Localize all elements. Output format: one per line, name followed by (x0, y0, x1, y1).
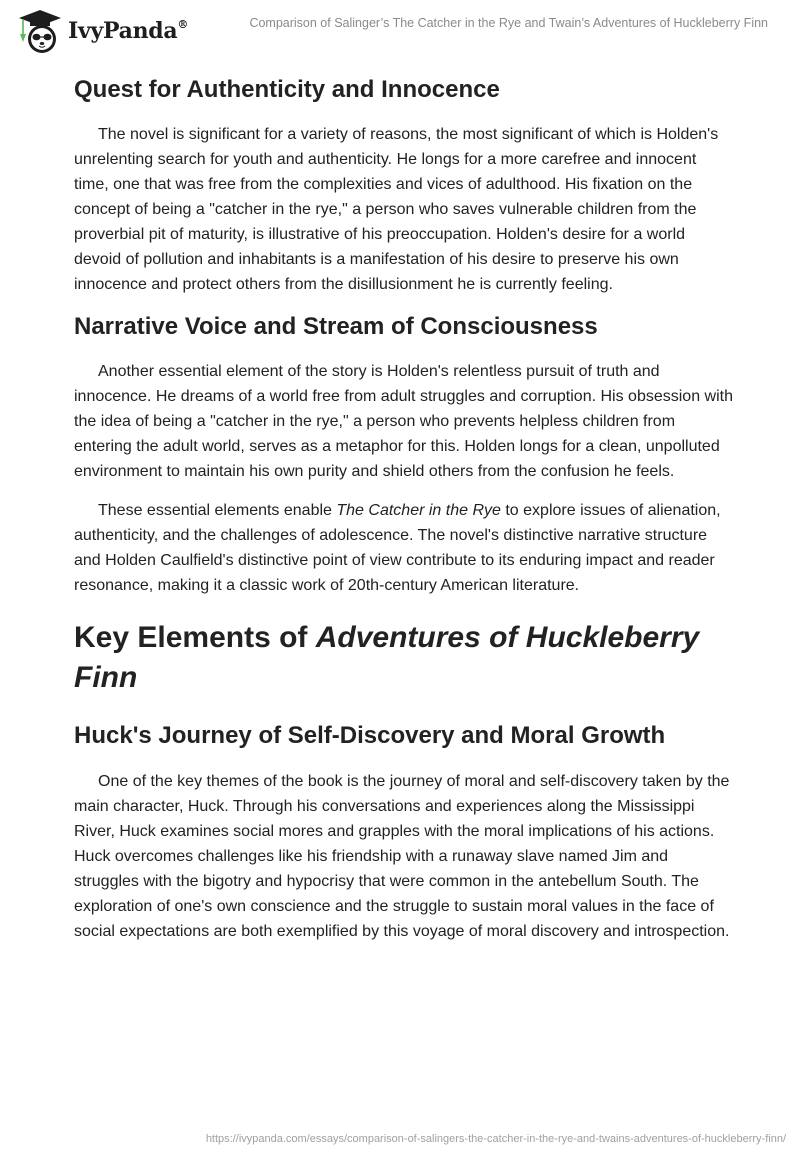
paragraph: Another essential element of the story is Holden's relentless pursuit of truth and innocence. He dreams of a world free from adult struggles and corruption. His obsession with the idea of being a "catcher in the rye," a person who prevents helpless children from entering the adult world, serves as a metaphor for this. Holden longs for a clean, unpolluted environment to maintain his own purity and shield others from the confusion he feels. (74, 363, 733, 481)
paragraph: The novel is significant for a variety of reasons, the most significant of which is Holden's unrelenting search for youth and authenticity. He longs for a more carefree and innocent time, one that was free from the complexities and vices of adulthood. His fixation on the concept of being a "catcher in the rye," a person who saves vulnerable children from the proverbial pit of maturity, is illustrative of his preoccupation. Holden's desire for a world devoid of pollution and inhabitants is a manifestation of his desire to preserve his own innocence and protect others from the disillusionment he is currently feeling. (74, 126, 719, 294)
major-heading: Key Elements of Adventures of Huckleberry Finn (74, 621, 700, 695)
book-title: The Catcher in the Rye (336, 502, 501, 520)
ivypanda-logo[interactable] (18, 8, 188, 54)
section-heading: Quest for Authenticity and Innocence (74, 76, 500, 103)
panda-graduate-icon (18, 8, 62, 54)
page-header (0, 0, 800, 60)
paragraph: One of the key themes of the book is the journey of moral and self-discovery taken by the main character, Huck. Through his conversations and experiences along the Mississippi River, Huck examines social mores and grapples with the moral implications of his actions. Huck overcomes challenges like his friendship with a runaway slave named Jim and struggles with the bigotry and hypocrisy that were common in the antebellum South. The exploration of one's own conscience and the struggle to sustain moral values in the face of social expectations are both exemplified by this voyage of moral discovery and introspection. (74, 772, 730, 940)
paragraph: These essential elements enable The Catcher in the Rye to explore issues of alienation, authenticity, and the challenges of adolescence. The novel's distinctive narrative structure and Holden Caulfield's distinctive point of view contribute to its enduring impact and reader resonance, making it a classic work of 20th-century American literature. (74, 502, 721, 595)
book-title: Adventures of Huckleberry Finn (74, 621, 700, 695)
article-body (74, 70, 734, 944)
source-url[interactable]: https://ivypanda.com/essays/comparison-of-salingers-the-catcher-in-the-rye-and-twains-adventures-of-huckleberry-finn/ (205, 1133, 786, 1145)
section-heading: Narrative Voice and Stream of Consciousness (74, 313, 598, 341)
document-title: Comparison of Salinger’s The Catcher in the Rye and Twain’s Adventures of Huckleberry Finn (249, 16, 768, 30)
logo-wordmark: IvyPanda® (68, 17, 189, 44)
section-heading: Huck's Journey of Self-Discovery and Moral Growth (74, 722, 666, 750)
